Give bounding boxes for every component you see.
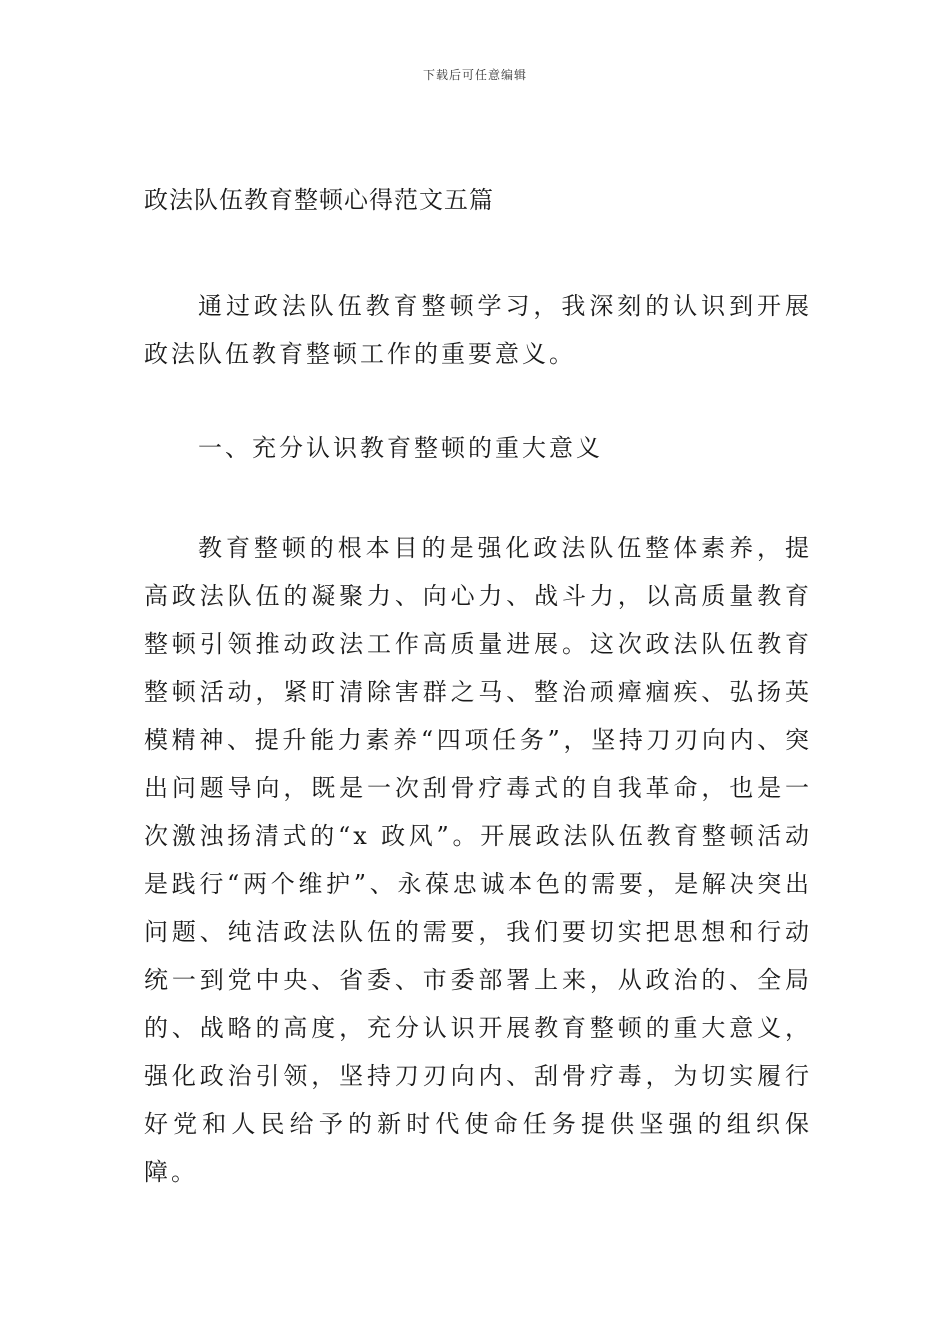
document-title: 政法队伍教育整顿心得范文五篇 — [144, 186, 494, 214]
header-note: 下载后可任意编辑 — [422, 68, 527, 82]
intro-paragraph: 通过政法队伍教育整顿学习，我深刻的认识到开展政法队伍教育整顿工作的重要意义。 — [144, 292, 812, 368]
body-paragraph: 教育整顿的根本目的是强化政法队伍整体素养，提高政法队伍的凝聚力、向心力、战斗力，以高质量教育整顿引领推动政法工作高质量进展。这次政法队伍教育整顿活动，紧盯清除害群之马、整治顽瘴痼疾、弘扬英模精神、提升能力素养“四项任务”，坚持刀刃向内、突出问题导向，既是一次刮骨疗毒式的自我革命，也是一次激浊扬清式的“x 政风”。开展政法队伍教育整顿活动是践行“两个维护”、永葆忠诚本色的需要，是解决突出问题、纯洁政法队伍的需要，我们要切实把思想和行动统一到党中央、省委、市委部署上来，从政治的、全局的、战略的高度，充分认识开展教育整顿的重大意义，强化政治引领，坚持刀刃向内、刮骨疗毒，为切实履行好党和人民给予的新时代使命任务提供坚强的组织保障。 — [144, 534, 812, 1186]
section-heading: 一、充分认识教育整顿的重大意义 — [198, 434, 603, 462]
